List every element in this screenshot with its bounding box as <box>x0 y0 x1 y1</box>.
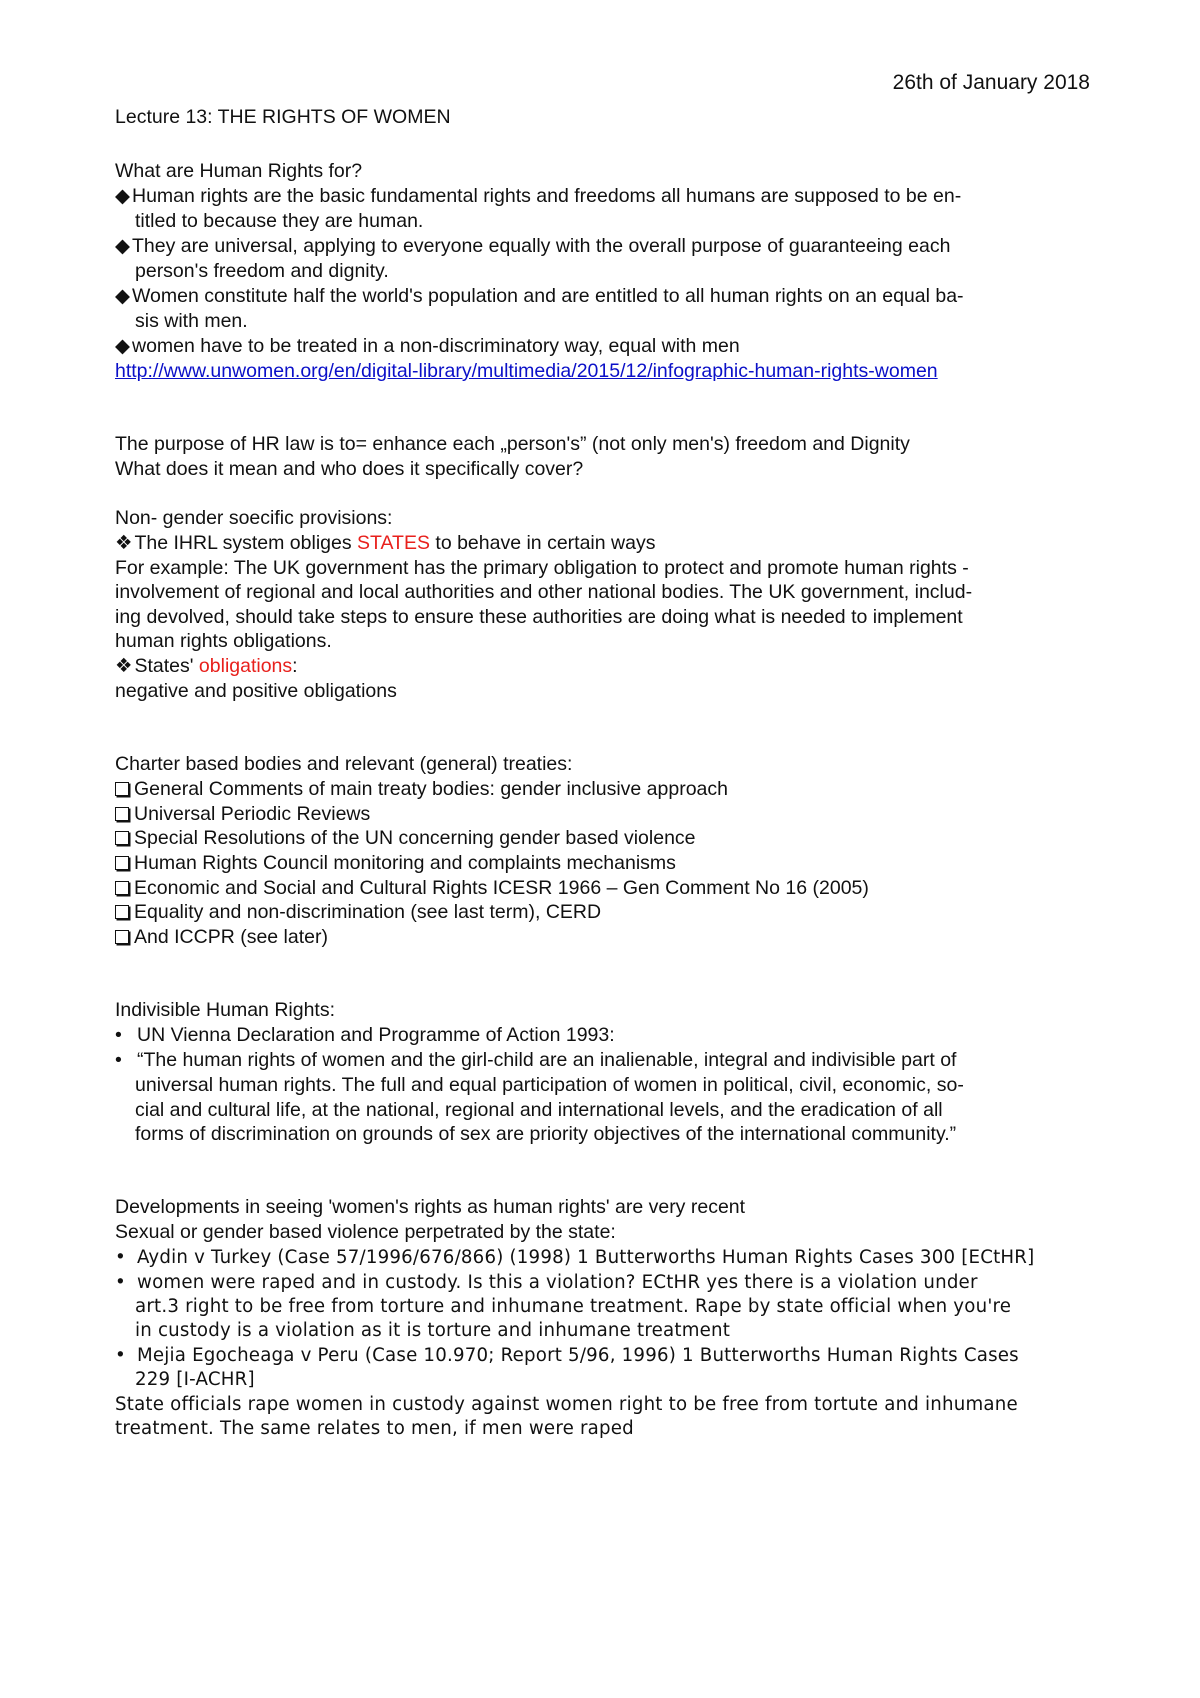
case-item-aydin: • Aydin v Turkey (Case 57/1996/676/866) (1998) 1 Butterworths Human Rights Cases 300 [ECtHR] <box>115 1244 1034 1271</box>
list-item: • UN Vienna Declaration and Programme of Action 1993: <box>115 1022 615 1049</box>
note-line: State officials rape women in custody against women right to be free from tortute and inhumane <box>115 1394 1018 1415</box>
section-heading-human-rights: What are Human Rights for? <box>115 160 363 182</box>
diamond-bullet-icon: ◆ <box>115 185 130 207</box>
list-item: General Comments of main treaty bodies: gender inclusive approach <box>115 776 728 803</box>
bullet-icon: • <box>115 1272 126 1293</box>
checkbox-icon <box>115 856 129 870</box>
list-item: ❖ States' obligations: <box>115 653 298 680</box>
list-item: Universal Periodic Reviews <box>115 801 370 828</box>
lecture-title: Lecture 13: THE RIGHTS OF WOMEN <box>115 106 451 128</box>
list-item-continuation: titled to because they are human. <box>135 210 424 232</box>
list-item: Economic and Social and Cultural Rights ICESR 1966 – Gen Comment No 16 (2005) <box>115 875 869 902</box>
list-item: ❖ The IHRL system obliges STATES to behave in certain ways <box>115 530 655 557</box>
list-item: ◆ Human rights are the basic fundamental rights and freedoms all humans are supposed to be en- <box>115 183 961 210</box>
diamond-bullet-icon: ◆ <box>115 285 130 307</box>
checkbox-icon <box>115 807 129 821</box>
list-item-continuation: sis with men. <box>135 310 248 332</box>
list-item: Equality and non-discrimination (see last term), CERD <box>115 899 601 926</box>
purpose-line: The purpose of HR law is to= enhance each „person's” (not only men's) freedom and Dignity <box>115 433 910 455</box>
quote-line: cial and cultural life, at the national, regional and international levels, and the eradication of all <box>135 1099 943 1121</box>
checkbox-icon <box>115 881 129 895</box>
section-heading-charter-bodies: Charter based bodies and relevant (general) treaties: <box>115 753 573 775</box>
diamond-bullet-icon: ◆ <box>115 335 130 357</box>
list-item: ◆ They are universal, applying to everyone equally with the overall purpose of guaranteeing each <box>115 233 950 260</box>
obligations-line: negative and positive obligations <box>115 680 397 702</box>
checkbox-icon <box>115 831 129 845</box>
list-item-continuation: person's freedom and dignity. <box>135 260 389 282</box>
note-line: in custody is a violation as it is torture and inhumane treatment <box>135 1320 731 1341</box>
developments-line: Developments in seeing 'women's rights as human rights' are very recent <box>115 1196 746 1218</box>
question-line: What does it mean and who does it specifically cover? <box>115 458 584 480</box>
fleuron-bullet-icon: ❖ <box>115 655 133 677</box>
case-item-mejia: • Mejia Egocheaga v Peru (Case 10.970; Report 5/96, 1996) 1 Butterworths Human Rights Cases <box>115 1342 1019 1369</box>
checkbox-icon <box>115 782 129 796</box>
bullet-icon: • <box>115 1345 126 1366</box>
bullet-icon: • <box>115 1247 126 1268</box>
infographic-link[interactable]: http://www.unwomen.org/en/digital-library/multimedia/2015/12/infographic-human-rights-women <box>115 360 938 382</box>
diamond-bullet-icon: ◆ <box>115 235 130 257</box>
note-line: art.3 right to be free from torture and inhumane treatment. Rape by state official when you're <box>135 1296 1012 1317</box>
section-heading-indivisible: Indivisible Human Rights: <box>115 999 336 1021</box>
paragraph-line: ing devolved, should take steps to ensure these authorities are doing what is needed to implement <box>115 606 963 628</box>
checkbox-icon <box>115 930 129 944</box>
list-item: ◆ Women constitute half the world's population and are entitled to all human rights on an equal ba- <box>115 283 964 310</box>
section-heading-provisions: Non- gender soecific provisions: <box>115 507 393 529</box>
paragraph-line: For example: The UK government has the primary obligation to protect and promote human rights - <box>115 557 969 579</box>
list-item: ◆ women have to be treated in a non-discriminatory way, equal with men <box>115 333 740 360</box>
list-item: • women were raped and in custody. Is this a violation? ECtHR yes there is a violation under <box>115 1269 978 1296</box>
paragraph-line: involvement of regional and local authorities and other national bodies. The UK government, includ- <box>115 581 973 603</box>
bullet-icon: • <box>115 1049 122 1071</box>
paragraph-line: human rights obligations. <box>115 630 332 652</box>
quote-line: forms of discrimination on grounds of sex are priority objectives of the international community.” <box>135 1123 957 1145</box>
violence-heading: Sexual or gender based violence perpetrated by the state: <box>115 1221 616 1243</box>
list-item: Special Resolutions of the UN concerning gender based violence <box>115 825 696 852</box>
note-line: treatment. The same relates to men, if men were raped <box>115 1418 634 1439</box>
checkbox-icon <box>115 905 129 919</box>
bullet-icon: • <box>115 1024 122 1046</box>
list-item: Human Rights Council monitoring and complaints mechanisms <box>115 850 676 877</box>
quote-line: universal human rights. The full and equal participation of women in political, civil, economic, so- <box>135 1074 964 1096</box>
fleuron-bullet-icon: ❖ <box>115 532 133 554</box>
document-date: 26th of January 2018 <box>892 71 1090 94</box>
list-item: • “The human rights of women and the girl-child are an inalienable, integral and indivisible part of <box>115 1047 956 1074</box>
case-citation-line: 229 [I-ACHR] <box>135 1369 255 1390</box>
list-item: And ICCPR (see later) <box>115 924 328 951</box>
